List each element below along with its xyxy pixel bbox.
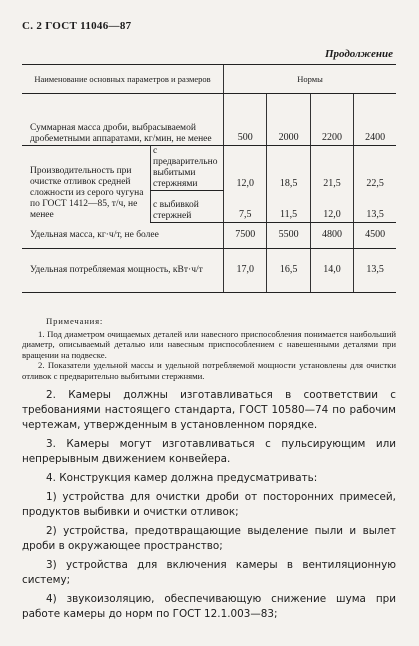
row-label-power: Удельная потребляемая мощность, кВт·ч/т bbox=[22, 249, 224, 293]
table-row bbox=[22, 249, 396, 293]
table-cell: 22,5 bbox=[354, 146, 396, 191]
note-2: 2. Показатели удельной массы и удельной потребляемой мощности установлены для очистки отливок с предварительно выбитыми стержнями. bbox=[22, 360, 396, 381]
paragraph-4: 4. Конструкция камер должна предусматривать: bbox=[46, 472, 318, 484]
paragraph-4-4: 4) звукоизоляцию, обеспечивающую снижение шума при работе камеры до норм по ГОСТ 12.1.003—83; bbox=[22, 593, 396, 620]
table-cell: 11,5 bbox=[267, 191, 310, 223]
paragraph-4-3: 3) устройства для включения камеры в вентиляционную систему; bbox=[22, 559, 396, 586]
table-cell: 12,0 bbox=[310, 191, 353, 223]
table-cell: 2000 bbox=[267, 94, 310, 146]
table-header-name: Наименование основных параметров и размеров bbox=[22, 65, 224, 94]
parameters-table bbox=[22, 64, 396, 293]
page-header: С. 2 ГОСТ 11046—87 bbox=[22, 20, 132, 32]
note-1: 1. Под диаметром очищаемых деталей или навесного приспособления понимается наибольший диаметр, описываемый деталью или навесным приспособлением с навешенными деталями при вращении на подвеске. bbox=[22, 328, 396, 360]
table-cell: 5500 bbox=[267, 223, 310, 249]
table-cell: 13,5 bbox=[354, 191, 396, 223]
table-cell: 4800 bbox=[310, 223, 353, 249]
row-label-productivity: Производительность при очистке отливок средней сложности из серого чугуна по ГОСТ 1412—85, т/ч, не менее bbox=[30, 166, 144, 220]
row-label-mass: Суммарная масса дроби, выбрасываемой дробеметными аппаратами, кг/мин, не менее bbox=[22, 94, 224, 146]
table-cell: 500 bbox=[224, 94, 267, 146]
notes-section bbox=[22, 316, 396, 381]
paragraph-4-2: 2) устройства, предотвращающие выделение пыли и вылет дроби в окружающее пространство; bbox=[22, 525, 396, 552]
table-row bbox=[22, 223, 396, 249]
table-row bbox=[22, 94, 396, 146]
table-cell: 7500 bbox=[224, 223, 267, 249]
paragraph-2: 2. Камеры должны изготавливаться в соответствии с требованиями настоящего стандарта, ГОСТ 10580—74 по рабочим чертежам, утвержденным в установленном порядке. bbox=[22, 389, 396, 431]
paragraph-4-1: 1) устройства для очистки дроби от посторонних примесей, продуктов выбивки и очистки отливок; bbox=[22, 491, 396, 518]
table-cell: 21,5 bbox=[310, 146, 353, 191]
row-sublabel-knockout: с выбивкой стержней bbox=[151, 191, 224, 223]
table-cell: 4500 bbox=[354, 223, 396, 249]
body-text bbox=[22, 388, 396, 626]
row-label-specific-mass: Удельная масса, кг·ч/т, не более bbox=[22, 223, 224, 249]
table-cell: 13,5 bbox=[354, 249, 396, 293]
table-cell: 14,0 bbox=[310, 249, 353, 293]
table-cell: 18,5 bbox=[267, 146, 310, 191]
table-cell: 2400 bbox=[354, 94, 396, 146]
row-sublabel-prebroken: с предварительно выбитыми стержнями bbox=[151, 146, 224, 191]
table-header-norms: Нормы bbox=[224, 65, 397, 94]
paragraph-3: 3. Камеры могут изготавливаться с пульсирующим или непрерывным движением конвейера. bbox=[22, 438, 396, 465]
table-cell: 16,5 bbox=[267, 249, 310, 293]
table-cell: 7,5 bbox=[224, 191, 267, 223]
notes-title: Примечания: bbox=[46, 316, 104, 326]
table-cell: 12,0 bbox=[224, 146, 267, 191]
table-row bbox=[22, 146, 396, 191]
table-cell: 2200 bbox=[310, 94, 353, 146]
continued-label: Продолжение bbox=[324, 48, 393, 60]
table-cell: 17,0 bbox=[224, 249, 267, 293]
